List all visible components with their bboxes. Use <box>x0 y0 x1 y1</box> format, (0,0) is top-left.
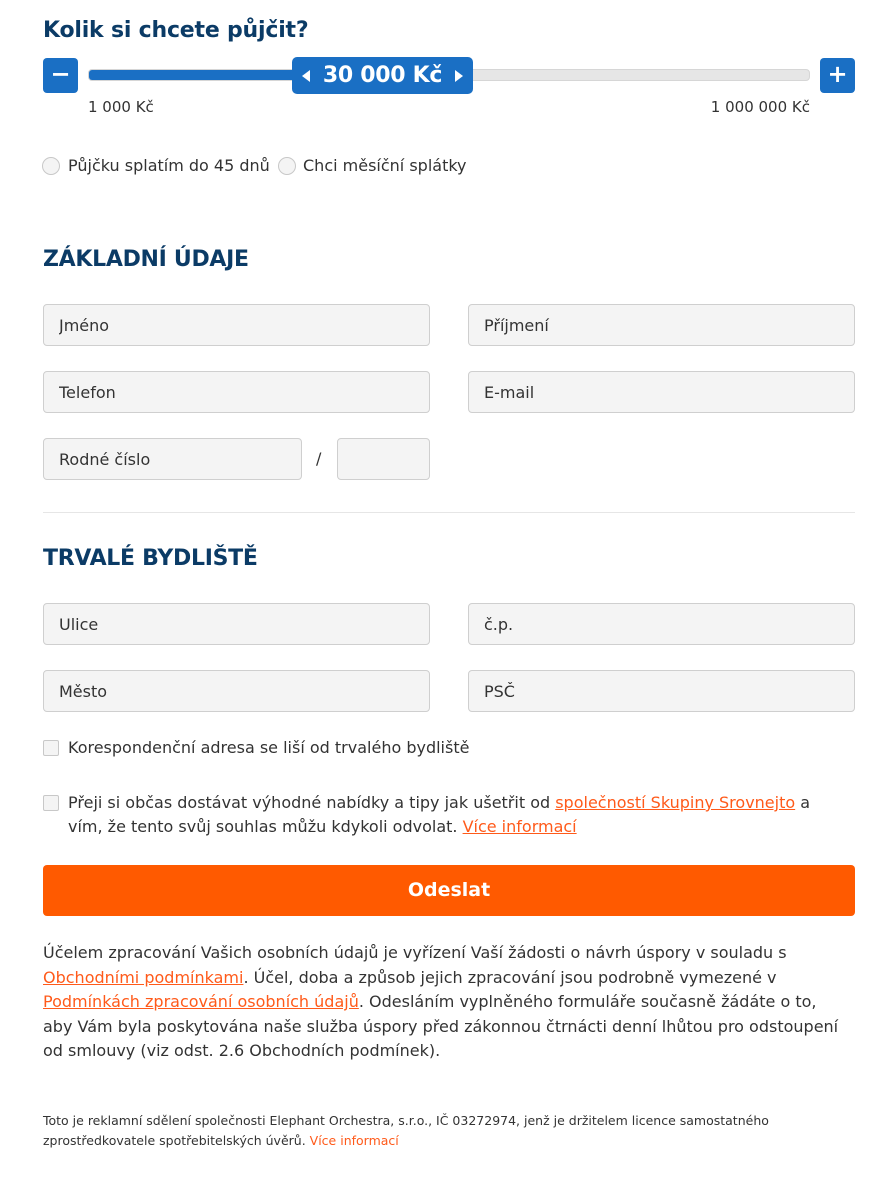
correspondence-address-label[interactable]: Korespondenční adresa se liší od trvalého bydliště <box>68 738 470 757</box>
zip-input[interactable] <box>468 670 855 712</box>
submit-button[interactable]: Odeslat <box>43 865 855 916</box>
amount-slider-fill <box>89 70 298 80</box>
city-input[interactable] <box>43 670 430 712</box>
privacy-notice <box>43 941 843 1064</box>
advertising-disclaimer <box>43 1111 858 1151</box>
birth-number-separator: / <box>316 449 322 468</box>
arrow-right-icon <box>455 70 463 82</box>
amount-max-label: 1 000 000 Kč <box>710 98 810 116</box>
amount-slider-handle[interactable] <box>292 57 473 94</box>
marketing-consent-label <box>68 791 848 839</box>
radio-monthly-label[interactable]: Chci měsíční splátky <box>303 156 467 175</box>
amount-min-label: 1 000 Kč <box>88 98 154 116</box>
phone-input[interactable] <box>43 371 430 413</box>
privacy-notice-text-2: . Účel, doba a způsob jejich zpracování jsou podrobně vymezené v <box>243 967 777 987</box>
radio-45-days[interactable] <box>42 157 60 175</box>
address-title: TRVALÉ BYDLIŠTĚ <box>43 546 258 571</box>
decrease-amount-button[interactable]: − <box>43 58 78 93</box>
section-divider <box>43 512 855 513</box>
radio-45-days-label[interactable]: Půjčku splatím do 45 dnů <box>68 156 270 175</box>
privacy-notice-text-1: Účelem zpracování Vašich osobních údajů je vyřízení Vaší žádosti o návrh úspory v souladu s <box>43 943 787 962</box>
srovnejto-group-link[interactable]: společností Skupiny Srovnejto <box>555 793 796 812</box>
radio-monthly[interactable] <box>278 157 296 175</box>
birth-number-input[interactable] <box>43 438 302 480</box>
first-name-input[interactable] <box>43 304 430 346</box>
correspondence-address-checkbox[interactable] <box>43 740 59 756</box>
birth-number-suffix-input[interactable] <box>337 438 430 480</box>
marketing-consent-text-2: a vím, že tento svůj souhlas můžu kdykoli odvolat. <box>68 793 811 836</box>
house-number-input[interactable] <box>468 603 855 645</box>
arrow-left-icon <box>302 70 310 82</box>
email-input[interactable] <box>468 371 855 413</box>
amount-title: Kolik si chcete půjčit? <box>43 18 309 43</box>
last-name-input[interactable] <box>468 304 855 346</box>
terms-link[interactable]: Obchodními podmínkami <box>43 967 244 987</box>
marketing-consent-checkbox[interactable] <box>43 795 59 811</box>
marketing-consent-text: Přeji si občas dostávat výhodné nabídky a tipy jak ušetřit od <box>68 793 556 812</box>
basic-info-title: ZÁKLADNÍ ÚDAJE <box>43 247 249 272</box>
street-input[interactable] <box>43 603 430 645</box>
more-info-link[interactable]: Více informací <box>462 817 577 836</box>
privacy-terms-link[interactable]: Podmínkách zpracování osobních údajů <box>43 992 359 1011</box>
footer-more-info-link[interactable]: Více informací <box>309 1133 399 1148</box>
disclaimer-text: Toto je reklamní sdělení společnosti Elephant Orchestra, s.r.o., IČ 03272974, jenž je držitelem licence samostatného zprostředkovatele spotřebitelských úvěrů. <box>43 1113 769 1148</box>
amount-value: 30 000 Kč <box>322 63 443 88</box>
privacy-notice-text-3: . Odesláním vyplněného formuláře současně žádáte o to, aby Vám byla poskytována naše služba úspory před zákonnou čtrnácti denní lhůtou pro odstoupení od smlouvy (viz odst. 2.6 Obchodních podmínek). <box>43 992 839 1060</box>
increase-amount-button[interactable]: + <box>820 58 855 93</box>
